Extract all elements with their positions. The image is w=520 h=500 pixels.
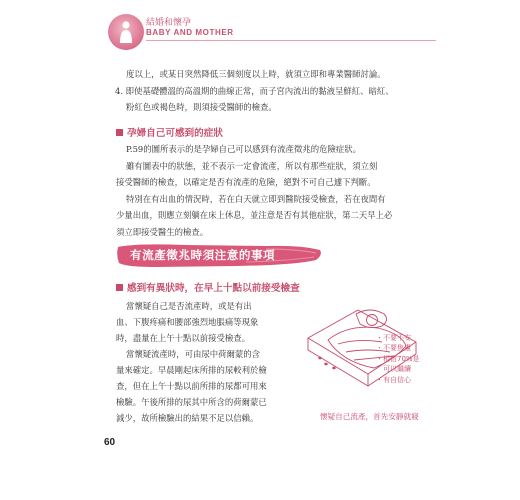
illustration-notes: [376, 333, 420, 385]
section2-line: 當懷疑流產時，可由尿中荷爾蒙的含: [126, 349, 260, 359]
intro-line: 度以上，或某日突然降低三個刻度以上時，就須立即和專業醫師討論。: [126, 69, 386, 79]
baby-mother-logo: [108, 14, 144, 50]
square-bullet-icon: [116, 284, 123, 291]
header-title-zh: 結婚和懷孕: [146, 18, 192, 28]
section-banner: [116, 243, 324, 268]
mother-silhouette-icon: [117, 20, 135, 44]
illustration-caption: 懷疑自己流產，首先安靜就寢: [320, 412, 419, 421]
section1-line: 接受醫師的檢查，以確定是否有流產的危險，絕對不可自己遽下判斷。: [116, 177, 376, 187]
section2-line: 減少，故所檢驗出的結果不足以信賴。: [116, 413, 259, 423]
square-bullet-icon: [116, 129, 123, 136]
header-title-en: BABY AND MOTHER: [146, 28, 234, 37]
section2-line: 量來確定。早晨剛起床所排的尿較利於檢: [116, 365, 267, 375]
section2-line: 檢驗。午後所排的尿其中所含的荷爾蒙已: [116, 397, 267, 407]
section-heading: 孕婦自己可感到的症狀: [116, 125, 223, 139]
page-number: 60: [104, 437, 116, 448]
banner-title: 有流產徵兆時須注意的事項: [130, 248, 276, 262]
section1-line: 須立即接受醫生的檢查。: [116, 227, 209, 237]
header-divider: [146, 40, 436, 41]
section1-line: P.59的圖所表示的是孕婦自己可以感到有流產徵兆的危險症狀。: [126, 144, 362, 154]
note-item: ・不要焦慮: [376, 344, 411, 353]
section2-line: 查，但在上午十點以前所排的尿都可用來: [116, 381, 267, 391]
note-item: ・有自信心: [376, 375, 411, 384]
intro-line: 粉紅色或褐色時，則須接受醫師的檢查。: [126, 102, 277, 112]
note-item: ・相信70%是: [376, 354, 420, 363]
intro-line: 4. 即使基礎體溫的高溫期的曲線正常，而子宮內流出的黏液呈鮮紅、暗紅、: [115, 86, 394, 96]
section2-line: 血、下腹疼痛和腰部強烈地脹痛等現象: [116, 317, 259, 327]
section1-line: 特別在有出血的情況時，若在白天就立即到醫院接受檢查，若在夜間有: [126, 194, 386, 204]
note-item: 可以繼續: [376, 365, 411, 374]
section2-line: 時，盡量在上午十點以前接受檢查。: [116, 333, 250, 343]
note-item: ・不要不安: [376, 334, 411, 342]
section2-line: 當懷疑自己是否流產時，或是有出: [126, 301, 252, 311]
section1-line: 少量出血，則應立刻躺在床上休息，並注意是否有其他症狀，第二天早上必: [116, 210, 393, 220]
section1-line: 雖有圖表中的狀態，並不表示一定會流產，所以有那些症狀，須立刻: [126, 161, 378, 171]
section-heading: 感到有異狀時，在早上十點以前接受檢查: [116, 280, 300, 294]
